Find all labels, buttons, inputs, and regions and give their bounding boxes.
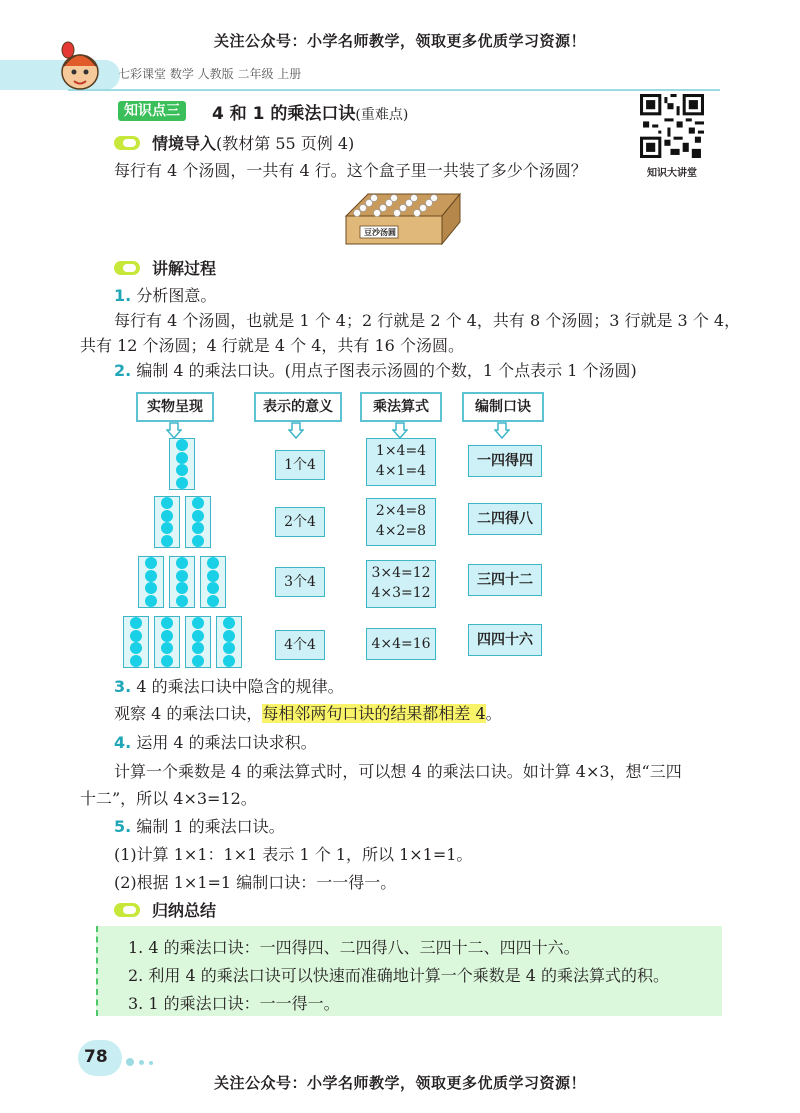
tangyuan-dot xyxy=(161,522,173,534)
dot-column xyxy=(185,616,211,668)
tangyuan-dot xyxy=(145,557,157,569)
page-number: 78 xyxy=(84,1047,108,1067)
meaning-cell: 2个4 xyxy=(275,507,325,537)
summary-item: 3. 1 的乘法口诀：一一得一。 xyxy=(128,994,340,1013)
step-title: 编制 4 的乘法口诀。(用点子图表示汤圆的个数，1 个点表示 1 个汤圆) xyxy=(136,361,637,380)
tangyuan-dot xyxy=(161,655,173,667)
formula-cell xyxy=(366,438,436,486)
section-tag: (重难点) xyxy=(355,107,409,123)
table-header: 编制口诀 xyxy=(462,392,544,422)
step-title: 分析图意。 xyxy=(136,286,217,305)
tangyuan-dot xyxy=(176,570,188,582)
tangyuan-dot xyxy=(145,582,157,594)
step-num: 5. xyxy=(114,817,132,836)
step-1-text-b: 共有 12 个汤圆；4 行就是 4 个 4，共有 16 个汤圆。 xyxy=(80,336,464,355)
intro-heading xyxy=(152,131,354,154)
tangyuan-dot xyxy=(176,477,188,489)
series-label: 七彩课堂 数学 人教版 二年级 上册 xyxy=(118,67,302,81)
text-run: 观察 4 的乘法口诀， xyxy=(114,704,263,723)
down-arrow-icon xyxy=(288,422,304,440)
tangyuan-dot xyxy=(176,582,188,594)
tangyuan-dot xyxy=(207,557,219,569)
bullet-oval-icon xyxy=(114,903,140,917)
rhyme-cell: 三四十二 xyxy=(468,564,542,596)
tangyuan-dot xyxy=(161,617,173,629)
intro-question: 每行有 4 个汤圆，一共有 4 行。这个盒子里一共装了多少个汤圆？ xyxy=(114,161,587,180)
step-3-text xyxy=(114,702,502,726)
step-1 xyxy=(114,284,216,308)
step-3 xyxy=(114,675,344,699)
section-title xyxy=(212,99,408,124)
tangyuan-dot xyxy=(223,655,235,667)
tangyuan-dot xyxy=(176,452,188,464)
step-1-text-a: 每行有 4 个汤圆，也就是 1 个 4；2 行就是 2 个 4，共有 8 个汤圆；3 行就是 3 个 4， xyxy=(114,311,741,330)
summary-heading: 归纳总结 xyxy=(152,901,217,920)
tangyuan-dot xyxy=(130,655,142,667)
table-header: 实物呈现 xyxy=(136,392,214,422)
formula-line: 4×1=4 xyxy=(375,463,427,479)
tangyuan-dot xyxy=(192,535,204,547)
step-5-line-1: (1)计算 1×1：1×1 表示 1 个 1，所以 1×1=1。 xyxy=(114,845,473,864)
tangyuan-dot xyxy=(207,595,219,607)
tangyuan-dot xyxy=(176,595,188,607)
formula-cell xyxy=(366,628,436,660)
tangyuan-dot xyxy=(192,510,204,522)
step-num: 3. xyxy=(114,677,132,696)
tangyuan-dot xyxy=(130,617,142,629)
tangyuan-dot xyxy=(192,617,204,629)
rhyme-cell: 四四十六 xyxy=(468,624,542,656)
tangyuan-dot xyxy=(207,582,219,594)
highlighted-rule: 每相邻两句口诀的结果都相差 4 xyxy=(262,704,486,723)
decorative-dot xyxy=(139,1060,144,1065)
qr-label: 知识大讲堂 xyxy=(647,168,697,179)
tangyuan-dot xyxy=(192,630,204,642)
tangyuan-dot xyxy=(192,497,204,509)
dot-column xyxy=(216,616,242,668)
box-label: 豆沙汤圆 xyxy=(364,228,396,237)
tangyuan-dot xyxy=(161,497,173,509)
table-header: 表示的意义 xyxy=(254,392,342,422)
rhyme-cell: 一四得四 xyxy=(468,445,542,477)
formula-line: 1×4=4 xyxy=(375,443,427,459)
header-rule xyxy=(68,89,720,91)
promo-banner-bottom: 关注公众号：小学名师教学，领取更多优质学习资源！ xyxy=(213,1074,586,1092)
tangyuan-dot xyxy=(223,642,235,654)
meaning-cell: 3个4 xyxy=(275,567,325,597)
tangyuan-dot xyxy=(207,570,219,582)
tangyuan-dot xyxy=(192,642,204,654)
formula-line: 2×4=8 xyxy=(375,503,427,519)
tangyuan-dot xyxy=(130,630,142,642)
tangyuan-dot xyxy=(176,464,188,476)
step-2 xyxy=(114,359,637,383)
formula-cell xyxy=(366,498,436,546)
dot-column xyxy=(169,556,195,608)
tangyuan-dot xyxy=(192,522,204,534)
formula-line: 4×2=8 xyxy=(375,523,427,539)
tangyuan-dot xyxy=(192,655,204,667)
step-4-text-b: 十二”，所以 4×3=12。 xyxy=(80,789,257,808)
step-title: 编制 1 的乘法口诀。 xyxy=(136,817,285,836)
step-num: 4. xyxy=(114,733,132,752)
step-title: 4 的乘法口诀中隐含的规律。 xyxy=(136,677,344,696)
step-num: 2. xyxy=(114,361,132,380)
meaning-cell: 4个4 xyxy=(275,630,325,660)
summary-item: 1. 4 的乘法口诀：一四得四、二四得八、三四十二、四四十六。 xyxy=(128,938,580,957)
dot-column xyxy=(200,556,226,608)
dot-column xyxy=(138,556,164,608)
bullet-oval-icon xyxy=(114,136,140,150)
tangyuan-box-image xyxy=(338,190,462,248)
intro-ref: (教材第 55 页例 4) xyxy=(216,134,355,153)
step-4 xyxy=(114,731,317,755)
meaning-cell: 1个4 xyxy=(275,450,325,480)
dot-column xyxy=(154,496,180,548)
section-title-text: 4 和 1 的乘法口诀 xyxy=(212,104,356,124)
dot-column xyxy=(123,616,149,668)
dot-column xyxy=(154,616,180,668)
formula-line: 4×4=16 xyxy=(371,636,431,652)
explain-heading: 讲解过程 xyxy=(152,259,217,278)
tangyuan-dot xyxy=(161,510,173,522)
step-5-line-2: (2)根据 1×1=1 编制口诀：一一得一。 xyxy=(114,873,397,892)
decorative-dot xyxy=(149,1061,153,1065)
tangyuan-dot xyxy=(176,557,188,569)
table-header: 乘法算式 xyxy=(360,392,442,422)
formula-line: 4×3=12 xyxy=(371,585,431,601)
mascot-icon xyxy=(50,36,110,92)
tangyuan-dot xyxy=(145,570,157,582)
tangyuan-dot xyxy=(176,439,188,451)
decorative-dot xyxy=(126,1058,134,1066)
down-arrow-icon xyxy=(494,422,510,440)
intro-heading-text: 情境导入 xyxy=(152,134,217,153)
promo-banner-top: 关注公众号：小学名师教学，领取更多优质学习资源！ xyxy=(213,32,586,50)
bullet-oval-icon xyxy=(114,261,140,275)
section-badge: 知识点三 xyxy=(118,101,186,121)
text-run: 。 xyxy=(485,704,502,723)
formula-line: 3×4=12 xyxy=(371,565,431,581)
tangyuan-dot xyxy=(161,630,173,642)
tangyuan-dot xyxy=(161,642,173,654)
step-num: 1. xyxy=(114,286,132,305)
summary-item: 2. 利用 4 的乘法口诀可以快速而准确地计算一个乘数是 4 的乘法算式的积。 xyxy=(128,966,670,985)
tangyuan-dot xyxy=(161,535,173,547)
rhyme-cell: 二四得八 xyxy=(468,503,542,535)
dot-column xyxy=(185,496,211,548)
step-4-text-a: 计算一个乘数是 4 的乘法算式时，可以想 4 的乘法口诀。如计算 4×3，想“三四 xyxy=(114,762,682,781)
tangyuan-dot xyxy=(223,630,235,642)
dot-column xyxy=(169,438,195,490)
step-title: 运用 4 的乘法口诀求积。 xyxy=(136,733,317,752)
qr-code-icon[interactable] xyxy=(640,94,704,158)
formula-cell xyxy=(366,560,436,608)
tangyuan-dot xyxy=(130,642,142,654)
tangyuan-dot xyxy=(145,595,157,607)
tangyuan-dot xyxy=(223,617,235,629)
step-5 xyxy=(114,815,285,839)
